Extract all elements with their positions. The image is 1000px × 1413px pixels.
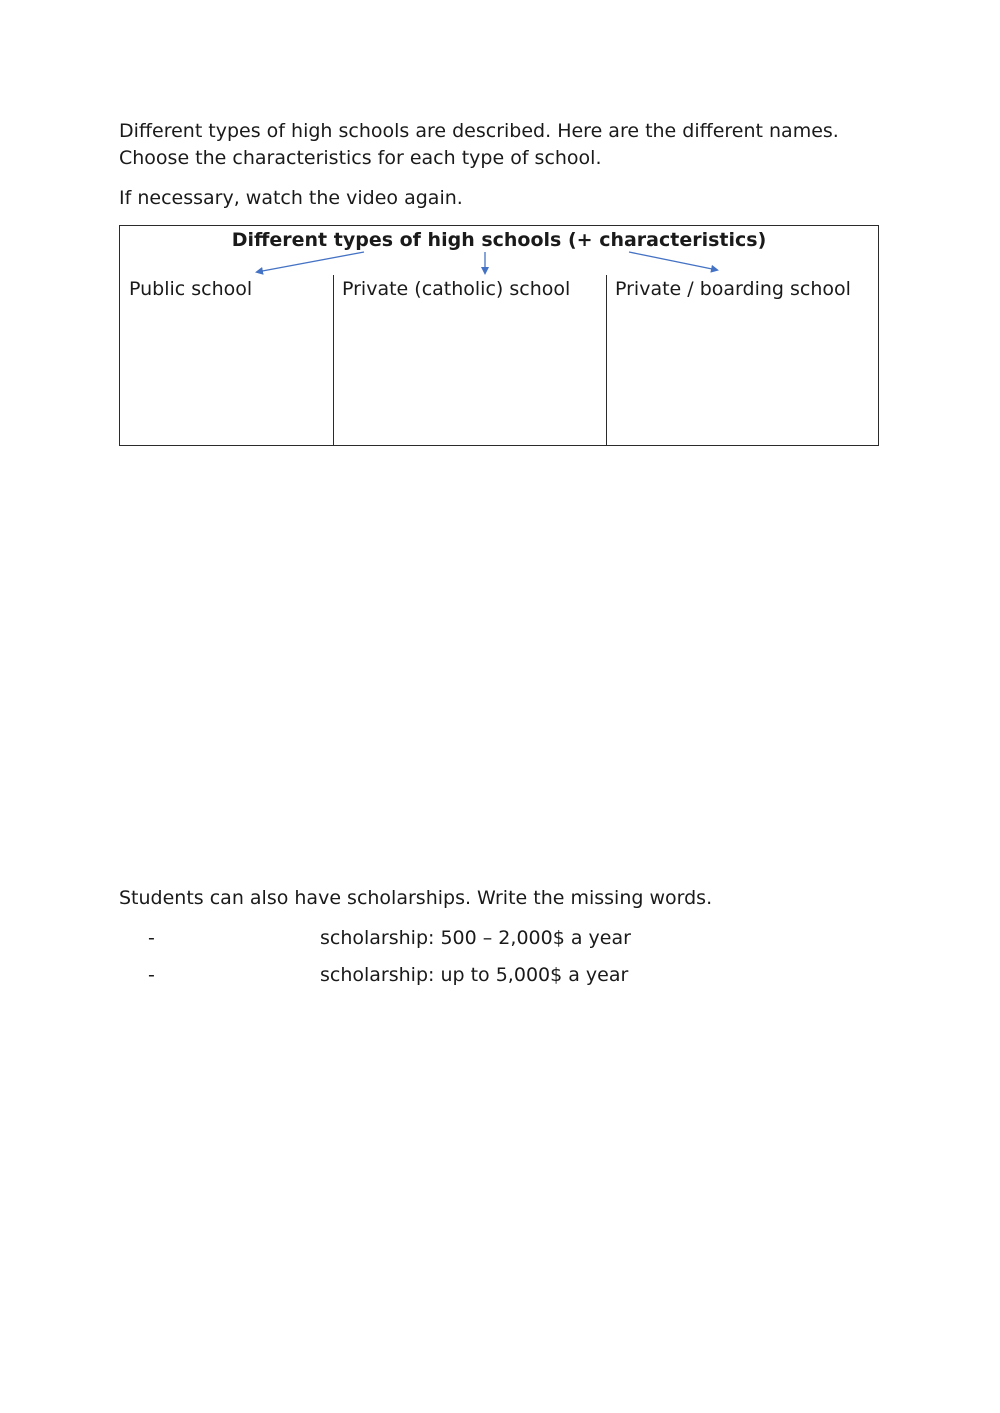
- intro-text-line-2: Choose the characteristics for each type of school.: [119, 147, 602, 169]
- video-hint-text: If necessary, watch the video again.: [119, 187, 463, 209]
- scholarships-intro-text: Students can also have scholarships. Write the missing words.: [119, 887, 713, 909]
- column-private-catholic-school: Private (catholic) school: [342, 278, 571, 300]
- list-item-dash: -: [148, 927, 155, 949]
- intro-text-line-1: Different types of high schools are described. Here are the different names.: [119, 120, 839, 142]
- column-private-boarding-school: Private / boarding school: [615, 278, 851, 300]
- school-types-table: [119, 225, 879, 446]
- scholarship-item-2: scholarship: up to 5,000$ a year: [320, 964, 629, 986]
- column-divider: [606, 275, 607, 445]
- list-item-dash: -: [148, 964, 155, 986]
- column-public-school: Public school: [129, 278, 253, 300]
- column-divider: [333, 275, 334, 445]
- scholarship-item-1: scholarship: 500 – 2,000$ a year: [320, 927, 631, 949]
- table-title: Different types of high schools (+ characteristics): [231, 229, 767, 251]
